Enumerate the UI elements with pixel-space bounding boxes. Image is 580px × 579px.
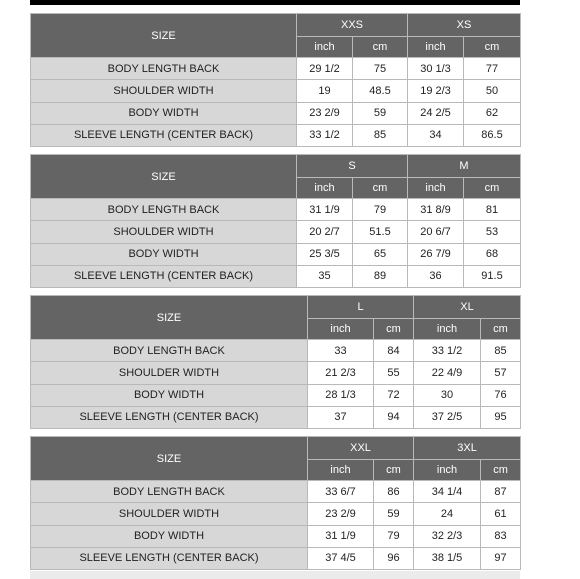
measurement-value: 87 — [481, 481, 521, 503]
measurement-value: 33 6/7 — [308, 481, 374, 503]
unit-inch-header: inch — [297, 178, 353, 199]
size-column-header: 3XL — [414, 437, 521, 460]
measurement-value: 20 6/7 — [408, 221, 464, 243]
table-row — [31, 124, 521, 146]
measurement-value: 23 2/9 — [308, 503, 374, 525]
measurement-value: 62 — [464, 102, 521, 124]
row-label-sleeve-length: SLEEVE LENGTH (CENTER BACK) — [31, 406, 308, 428]
size-table-3 — [30, 295, 521, 429]
size-column-header: M — [408, 155, 521, 178]
row-label-body-length-back: BODY LENGTH BACK — [31, 340, 308, 362]
table-row — [31, 102, 521, 124]
measurement-value: 20 2/7 — [297, 221, 353, 243]
size-table-2 — [30, 154, 521, 288]
header-row — [31, 155, 521, 178]
measurement-value: 31 1/9 — [297, 199, 353, 221]
unit-cm-header: cm — [481, 460, 521, 481]
row-label-body-width: BODY WIDTH — [31, 525, 308, 547]
unit-cm-header: cm — [374, 319, 414, 340]
row-label-sleeve-length: SLEEVE LENGTH (CENTER BACK) — [31, 124, 297, 146]
measurement-value: 68 — [464, 243, 521, 265]
table-row — [31, 525, 521, 547]
measurement-value: 91.5 — [464, 265, 521, 287]
unit-inch-header: inch — [414, 460, 481, 481]
row-label-body-length-back: BODY LENGTH BACK — [31, 199, 297, 221]
measurement-value: 48.5 — [353, 80, 408, 102]
measurement-value: 37 4/5 — [308, 547, 374, 569]
measurement-value: 94 — [374, 406, 414, 428]
measurement-value: 33 — [308, 340, 374, 362]
table-row — [31, 384, 521, 406]
measurement-value: 35 — [297, 265, 353, 287]
unit-cm-header: cm — [374, 460, 414, 481]
measurement-value: 21 2/3 — [308, 362, 374, 384]
size-column-header: XXL — [308, 437, 414, 460]
unit-cm-header: cm — [481, 319, 521, 340]
size-header-label: SIZE — [31, 155, 297, 199]
header-row — [31, 14, 521, 37]
measurement-value: 30 — [414, 384, 481, 406]
unit-cm-header: cm — [353, 37, 408, 58]
row-label-body-width: BODY WIDTH — [31, 243, 297, 265]
measurement-value: 61 — [481, 503, 521, 525]
table-row — [31, 503, 521, 525]
measurement-value: 29 1/2 — [297, 58, 353, 80]
measurement-value: 65 — [353, 243, 408, 265]
measurement-value: 59 — [374, 503, 414, 525]
measurement-value: 77 — [464, 58, 521, 80]
measurement-value: 72 — [374, 384, 414, 406]
row-label-body-width: BODY WIDTH — [31, 102, 297, 124]
measurement-value: 37 — [308, 406, 374, 428]
header-row — [31, 296, 521, 319]
measurement-value: 85 — [353, 124, 408, 146]
unit-inch-header: inch — [297, 37, 353, 58]
measurement-value: 22 4/9 — [414, 362, 481, 384]
table-row — [31, 58, 521, 80]
size-column-header: XS — [408, 14, 521, 37]
measurement-value: 85 — [481, 340, 521, 362]
measurement-value: 36 — [408, 265, 464, 287]
unit-cm-header: cm — [464, 37, 521, 58]
bottom-strip — [30, 571, 520, 579]
measurement-value: 37 2/5 — [414, 406, 481, 428]
measurement-value: 25 3/5 — [297, 243, 353, 265]
row-label-sleeve-length: SLEEVE LENGTH (CENTER BACK) — [31, 547, 308, 569]
table-row — [31, 199, 521, 221]
measurement-value: 24 2/5 — [408, 102, 464, 124]
size-header-label: SIZE — [31, 437, 308, 481]
measurement-value: 19 2/3 — [408, 80, 464, 102]
measurement-value: 86 — [374, 481, 414, 503]
measurement-value: 30 1/3 — [408, 58, 464, 80]
table-row — [31, 243, 521, 265]
row-label-body-length-back: BODY LENGTH BACK — [31, 481, 308, 503]
measurement-value: 33 1/2 — [297, 124, 353, 146]
size-column-header: XL — [414, 296, 521, 319]
size-column-header: S — [297, 155, 408, 178]
row-label-shoulder-width: SHOULDER WIDTH — [31, 221, 297, 243]
size-column-header: XXS — [297, 14, 408, 37]
size-header-label: SIZE — [31, 296, 308, 340]
row-label-body-width: BODY WIDTH — [31, 384, 308, 406]
measurement-value: 31 1/9 — [308, 525, 374, 547]
table-row — [31, 340, 521, 362]
measurement-value: 81 — [464, 199, 521, 221]
measurement-value: 31 8/9 — [408, 199, 464, 221]
measurement-value: 32 2/3 — [414, 525, 481, 547]
table-row — [31, 221, 521, 243]
unit-cm-header: cm — [464, 178, 521, 199]
row-label-sleeve-length: SLEEVE LENGTH (CENTER BACK) — [31, 265, 297, 287]
measurement-value: 38 1/5 — [414, 547, 481, 569]
row-label-shoulder-width: SHOULDER WIDTH — [31, 362, 308, 384]
measurement-value: 50 — [464, 80, 521, 102]
measurement-value: 79 — [353, 199, 408, 221]
header-row — [31, 437, 521, 460]
measurement-value: 84 — [374, 340, 414, 362]
size-header-label: SIZE — [31, 14, 297, 58]
table-row — [31, 481, 521, 503]
measurement-value: 75 — [353, 58, 408, 80]
measurement-value: 57 — [481, 362, 521, 384]
unit-inch-header: inch — [408, 37, 464, 58]
unit-inch-header: inch — [308, 319, 374, 340]
measurement-value: 97 — [481, 547, 521, 569]
measurement-value: 86.5 — [464, 124, 521, 146]
measurement-value: 83 — [481, 525, 521, 547]
row-label-body-length-back: BODY LENGTH BACK — [31, 58, 297, 80]
table-row — [31, 80, 521, 102]
measurement-value: 23 2/9 — [297, 102, 353, 124]
measurement-value: 34 — [408, 124, 464, 146]
measurement-value: 26 7/9 — [408, 243, 464, 265]
measurement-value: 76 — [481, 384, 521, 406]
measurement-value: 89 — [353, 265, 408, 287]
unit-inch-header: inch — [308, 460, 374, 481]
unit-cm-header: cm — [353, 178, 408, 199]
measurement-value: 28 1/3 — [308, 384, 374, 406]
size-table-4 — [30, 436, 521, 570]
table-row — [31, 547, 521, 569]
measurement-value: 96 — [374, 547, 414, 569]
measurement-value: 19 — [297, 80, 353, 102]
top-divider-bar — [30, 0, 520, 5]
measurement-value: 59 — [353, 102, 408, 124]
row-label-shoulder-width: SHOULDER WIDTH — [31, 80, 297, 102]
table-row — [31, 265, 521, 287]
measurement-value: 95 — [481, 406, 521, 428]
measurement-value: 33 1/2 — [414, 340, 481, 362]
measurement-value: 79 — [374, 525, 414, 547]
size-table-1 — [30, 13, 521, 147]
unit-inch-header: inch — [408, 178, 464, 199]
table-row — [31, 362, 521, 384]
measurement-value: 53 — [464, 221, 521, 243]
size-column-header: L — [308, 296, 414, 319]
unit-inch-header: inch — [414, 319, 481, 340]
measurement-value: 34 1/4 — [414, 481, 481, 503]
table-row — [31, 406, 521, 428]
measurement-value: 55 — [374, 362, 414, 384]
measurement-value: 24 — [414, 503, 481, 525]
row-label-shoulder-width: SHOULDER WIDTH — [31, 503, 308, 525]
measurement-value: 51.5 — [353, 221, 408, 243]
